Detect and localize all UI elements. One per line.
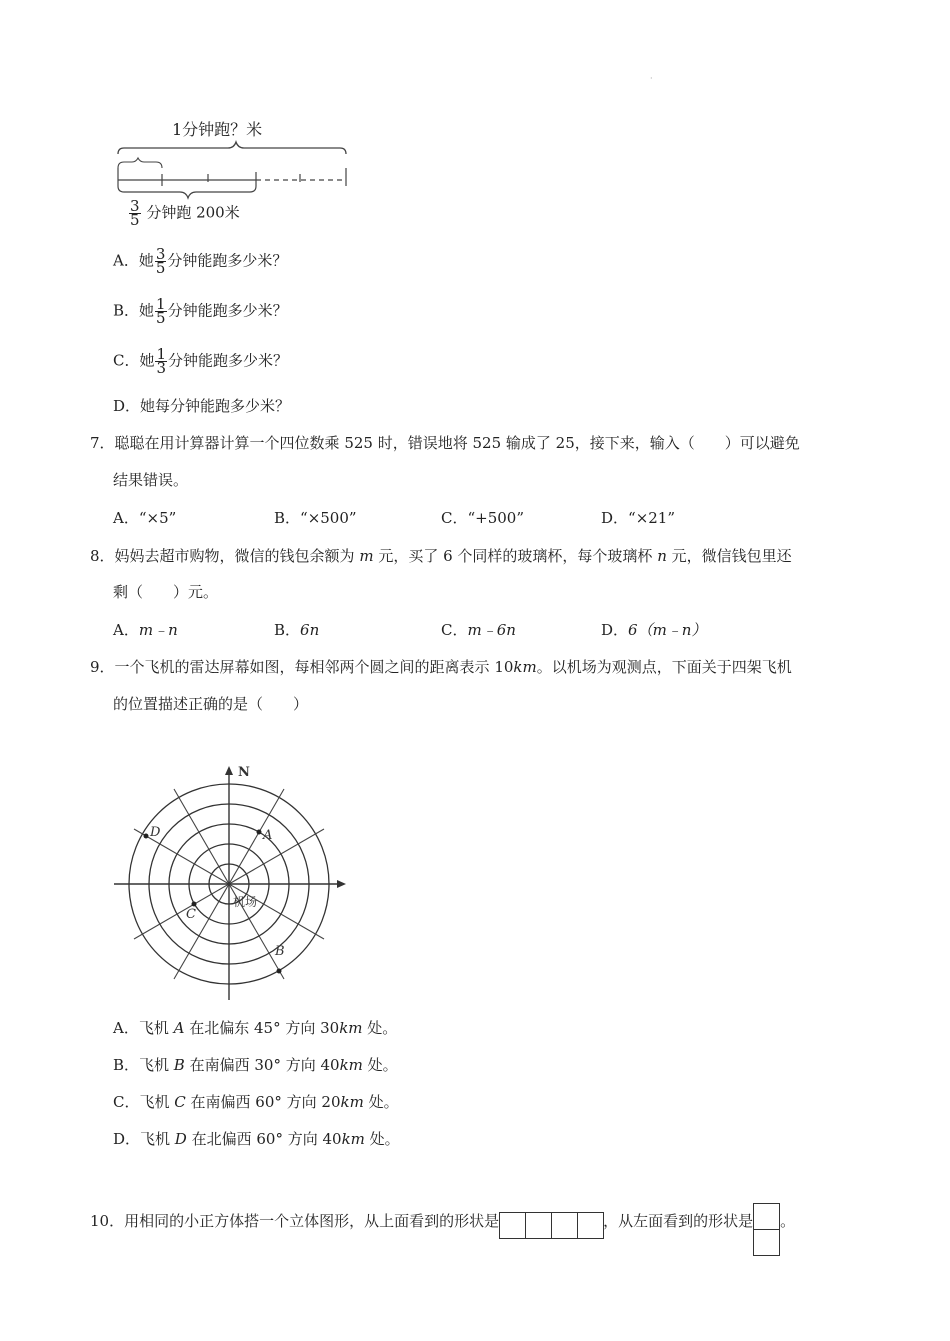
q6-option-b: B．她 $\frac{1}{5}$ 分钟能跑多少米？ — [113, 295, 288, 327]
q8-stem-line2: 剩（ ）元。 — [113, 583, 219, 601]
q9-stem-line2: 的位置描述正确的是（ ） — [113, 695, 309, 713]
bar-fraction: $\frac{3}{5}$ — [130, 197, 140, 229]
q7-option-b: B．“×500” — [274, 509, 357, 527]
svg-text:C: C — [186, 907, 196, 922]
q8-option-b: B．6n — [274, 621, 320, 639]
q8-option-a: A．m﹣n — [113, 621, 178, 639]
q9-option-b: B．飞机 B 在南偏西 30° 方向 40km 处。 — [113, 1056, 398, 1074]
radar-figure — [108, 760, 358, 1005]
point-c — [192, 902, 197, 907]
top-dot: · — [650, 74, 653, 83]
svg-text:D: D — [150, 825, 161, 840]
bar-bottom-label: $\frac{3}{5}$ 分钟跑 200米 — [130, 197, 240, 229]
svg-text:A: A — [263, 828, 273, 843]
q9-option-a: A．飞机 A 在北偏东 45° 方向 30km 处。 — [113, 1019, 398, 1037]
q9-stem-line1: 9．一个飞机的雷达屏幕如图，每相邻两个圆之间的距离表示 10km。以机场为观测点，下面关于四架飞机 — [90, 658, 792, 676]
point-a — [257, 830, 262, 835]
point-b — [277, 969, 282, 974]
north-label: N — [238, 765, 250, 780]
bar-top-label: 1分钟跑？米 — [172, 120, 263, 139]
q8-option-c: C．m﹣6n — [441, 621, 516, 639]
top-brace — [118, 142, 346, 154]
q10-stem: 10．用相同的小正方体搭一个立体图形，从上面看到的形状是 ，从左面看到的形状是 。 — [90, 1207, 795, 1255]
airport-label: 机场 — [233, 895, 258, 909]
q8-stem-line1: 8．妈妈去超市购物，微信的钱包余额为 m 元，买了 6 个同样的玻璃杯，每个玻璃杯 n 元，微信钱包里还 — [90, 547, 792, 565]
q6-option-d: D．她每分钟能跑多少米？ — [113, 397, 291, 415]
bar-diagram — [110, 112, 360, 237]
left-view-shape — [753, 1203, 780, 1255]
q6-option-a: A．她 $\frac{3}{5}$ 分钟能跑多少米？ — [113, 245, 288, 277]
q6-option-c: C．她 $\frac{1}{3}$ 分钟能跑多少米？ — [113, 345, 289, 377]
q7-option-a: A．“×5” — [113, 509, 177, 527]
q7-stem-line1: 7．聪聪在用计算器计算一个四位数乘 525 时，错误地将 525 输成了 25，接下来，输入（ ）可以避免 — [90, 434, 800, 452]
q7-stem-line2: 结果错误。 — [113, 471, 189, 489]
point-d — [144, 834, 149, 839]
q8-option-d: D．6（m﹣n） — [601, 621, 707, 639]
q7-option-d: D．“×21” — [601, 509, 676, 527]
top-view-shape — [499, 1211, 603, 1239]
q9-option-d: D．飞机 D 在北偏西 60° 方向 40km 处。 — [113, 1130, 400, 1148]
q9-option-c: C．飞机 C 在南偏西 60° 方向 20km 处。 — [113, 1093, 399, 1111]
q7-option-c: C．“+500” — [441, 509, 525, 527]
small-brace — [118, 158, 162, 168]
svg-text:B: B — [275, 944, 285, 959]
